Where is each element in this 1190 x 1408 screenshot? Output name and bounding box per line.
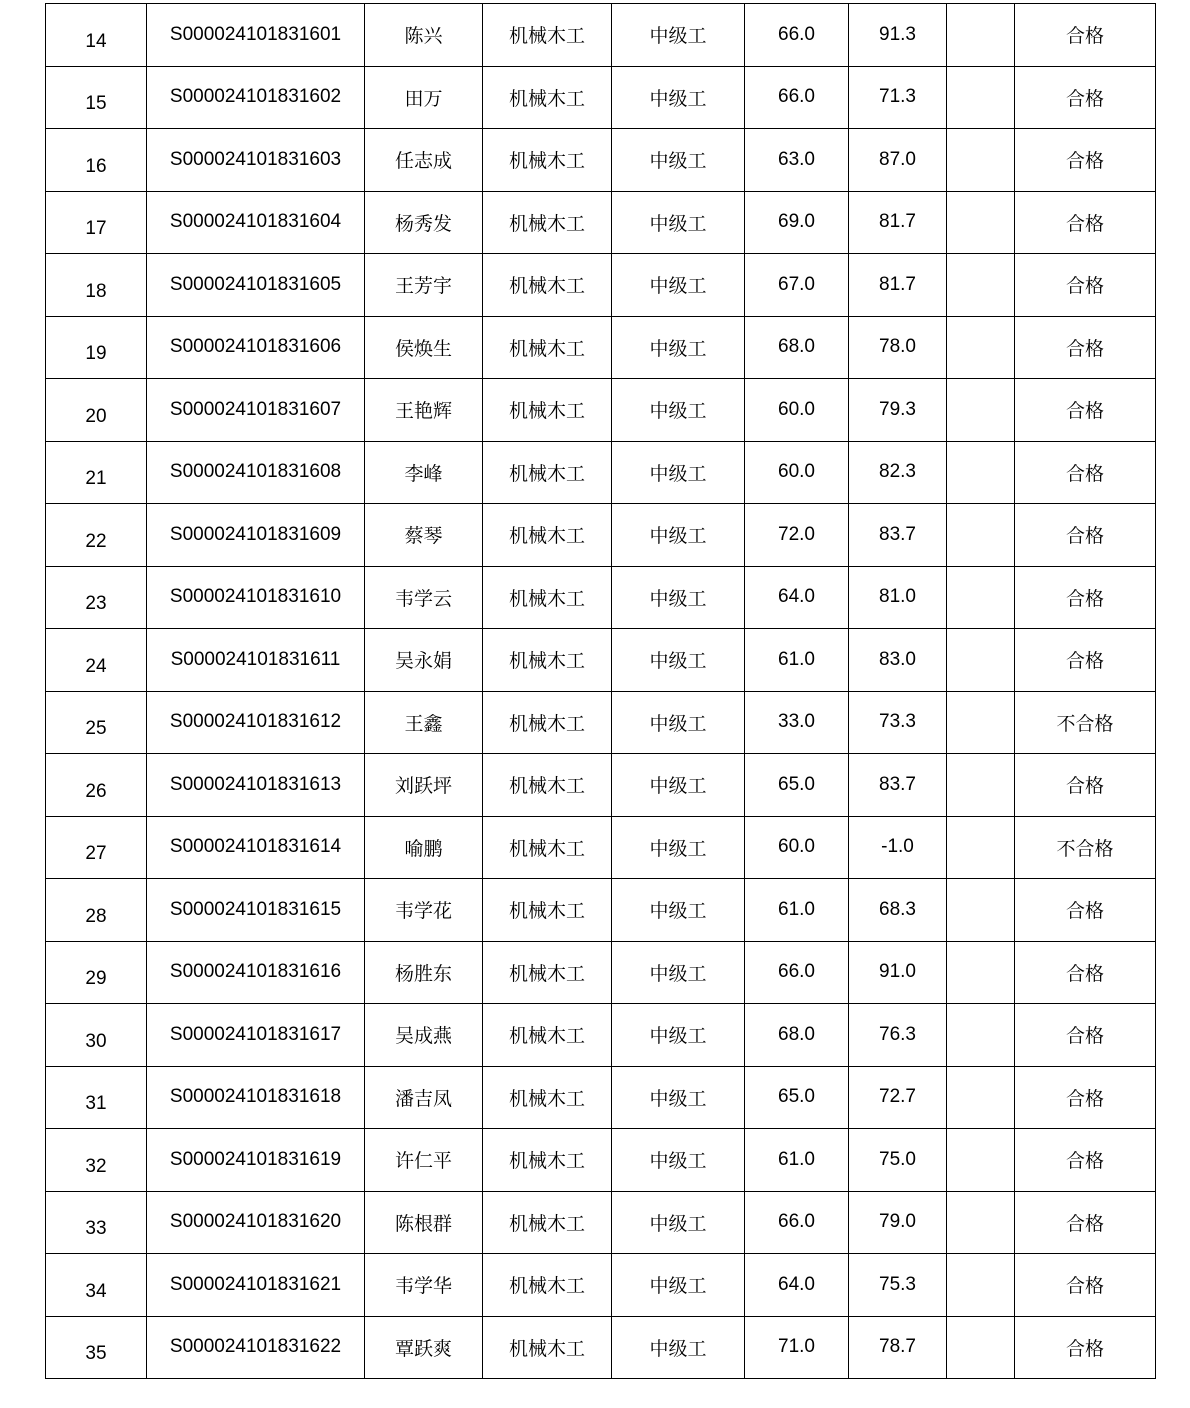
candidate-name-cell: 许仁平 — [365, 1129, 483, 1192]
candidate-id-cell: S000024101831618 — [147, 1066, 365, 1129]
skill-level-cell: 中级工 — [612, 754, 745, 817]
candidate-name-cell: 王芳宇 — [365, 254, 483, 317]
table-row — [46, 566, 1156, 629]
blank-score-cell — [947, 1004, 1015, 1067]
blank-score-cell — [947, 1254, 1015, 1317]
candidate-name-cell: 杨胜东 — [365, 941, 483, 1004]
row-number: 25 — [85, 718, 107, 740]
theory-score-cell: 33.0 — [745, 691, 849, 754]
practical-score-cell: 83.7 — [849, 754, 947, 817]
blank-score-cell — [947, 941, 1015, 1004]
result-cell: 合格 — [1015, 441, 1156, 504]
theory-score-cell: 61.0 — [745, 1129, 849, 1192]
theory-score-cell: 69.0 — [745, 191, 849, 254]
row-number-cell — [46, 629, 147, 692]
result-cell: 合格 — [1015, 879, 1156, 942]
candidate-id-cell: S000024101831613 — [147, 754, 365, 817]
candidate-id-cell: S000024101831602 — [147, 66, 365, 129]
row-number: 19 — [85, 343, 107, 365]
result-cell: 合格 — [1015, 754, 1156, 817]
skill-level-cell: 中级工 — [612, 1254, 745, 1317]
candidate-id-cell: S000024101831622 — [147, 1316, 365, 1379]
table-row — [46, 629, 1156, 692]
blank-score-cell — [947, 691, 1015, 754]
table-row — [46, 4, 1156, 67]
theory-score-cell: 66.0 — [745, 66, 849, 129]
blank-score-cell — [947, 254, 1015, 317]
table-row — [46, 1066, 1156, 1129]
row-number: 14 — [85, 30, 107, 52]
practical-score-cell: 81.0 — [849, 566, 947, 629]
blank-score-cell — [947, 1191, 1015, 1254]
skill-level-cell: 中级工 — [612, 691, 745, 754]
table-row — [46, 1316, 1156, 1379]
result-cell: 合格 — [1015, 379, 1156, 442]
occupation-cell: 机械木工 — [483, 254, 612, 317]
theory-score-cell: 72.0 — [745, 504, 849, 567]
theory-score-cell: 68.0 — [745, 1004, 849, 1067]
skill-level-cell: 中级工 — [612, 1004, 745, 1067]
row-number: 34 — [85, 1280, 107, 1302]
candidate-id-cell: S000024101831614 — [147, 816, 365, 879]
practical-score-cell: 78.7 — [849, 1316, 947, 1379]
theory-score-cell: 66.0 — [745, 1191, 849, 1254]
row-number-cell — [46, 129, 147, 192]
blank-score-cell — [947, 379, 1015, 442]
practical-score-cell: 75.3 — [849, 1254, 947, 1317]
result-cell: 合格 — [1015, 191, 1156, 254]
candidate-name-cell: 韦学华 — [365, 1254, 483, 1317]
occupation-cell: 机械木工 — [483, 1254, 612, 1317]
skill-level-cell: 中级工 — [612, 4, 745, 67]
theory-score-cell: 60.0 — [745, 441, 849, 504]
occupation-cell: 机械木工 — [483, 66, 612, 129]
row-number: 15 — [85, 93, 107, 115]
row-number-cell — [46, 191, 147, 254]
blank-score-cell — [947, 629, 1015, 692]
result-cell: 不合格 — [1015, 816, 1156, 879]
table-body — [46, 4, 1156, 1379]
candidate-name-cell: 韦学花 — [365, 879, 483, 942]
skill-level-cell: 中级工 — [612, 1191, 745, 1254]
skill-level-cell: 中级工 — [612, 441, 745, 504]
occupation-cell: 机械木工 — [483, 629, 612, 692]
theory-score-cell: 65.0 — [745, 1066, 849, 1129]
practical-score-cell: 68.3 — [849, 879, 947, 942]
blank-score-cell — [947, 191, 1015, 254]
candidate-name-cell: 陈兴 — [365, 4, 483, 67]
practical-score-cell: 91.0 — [849, 941, 947, 1004]
occupation-cell: 机械木工 — [483, 879, 612, 942]
row-number: 30 — [85, 1030, 107, 1052]
row-number: 23 — [85, 593, 107, 615]
table-row — [46, 879, 1156, 942]
candidate-id-cell: S000024101831603 — [147, 129, 365, 192]
skill-level-cell: 中级工 — [612, 254, 745, 317]
theory-score-cell: 60.0 — [745, 379, 849, 442]
candidate-id-cell: S000024101831605 — [147, 254, 365, 317]
skill-level-cell: 中级工 — [612, 879, 745, 942]
candidate-name-cell: 任志成 — [365, 129, 483, 192]
candidate-name-cell: 刘跃坪 — [365, 754, 483, 817]
row-number-cell — [46, 1316, 147, 1379]
result-cell: 合格 — [1015, 566, 1156, 629]
candidate-name-cell: 王鑫 — [365, 691, 483, 754]
occupation-cell: 机械木工 — [483, 4, 612, 67]
occupation-cell: 机械木工 — [483, 1004, 612, 1067]
candidate-name-cell: 陈根群 — [365, 1191, 483, 1254]
practical-score-cell: 79.3 — [849, 379, 947, 442]
result-cell: 合格 — [1015, 1316, 1156, 1379]
candidate-id-cell: S000024101831612 — [147, 691, 365, 754]
blank-score-cell — [947, 4, 1015, 67]
row-number-cell — [46, 691, 147, 754]
table-row — [46, 129, 1156, 192]
practical-score-cell: 87.0 — [849, 129, 947, 192]
table-row — [46, 691, 1156, 754]
row-number: 22 — [85, 530, 107, 552]
occupation-cell: 机械木工 — [483, 754, 612, 817]
theory-score-cell: 67.0 — [745, 254, 849, 317]
row-number-cell — [46, 254, 147, 317]
candidate-id-cell: S000024101831617 — [147, 1004, 365, 1067]
practical-score-cell: 71.3 — [849, 66, 947, 129]
candidate-name-cell: 潘吉凤 — [365, 1066, 483, 1129]
result-cell: 合格 — [1015, 941, 1156, 1004]
row-number: 33 — [85, 1218, 107, 1240]
candidate-name-cell: 覃跃爽 — [365, 1316, 483, 1379]
theory-score-cell: 61.0 — [745, 879, 849, 942]
skill-level-cell: 中级工 — [612, 1129, 745, 1192]
occupation-cell: 机械木工 — [483, 191, 612, 254]
practical-score-cell: -1.0 — [849, 816, 947, 879]
candidate-name-cell: 侯焕生 — [365, 316, 483, 379]
practical-score-cell: 73.3 — [849, 691, 947, 754]
row-number: 29 — [85, 968, 107, 990]
table-row — [46, 941, 1156, 1004]
skill-level-cell: 中级工 — [612, 816, 745, 879]
occupation-cell: 机械木工 — [483, 941, 612, 1004]
row-number-cell — [46, 1066, 147, 1129]
occupation-cell: 机械木工 — [483, 566, 612, 629]
theory-score-cell: 61.0 — [745, 629, 849, 692]
row-number: 18 — [85, 280, 107, 302]
result-cell: 合格 — [1015, 4, 1156, 67]
candidate-id-cell: S000024101831607 — [147, 379, 365, 442]
row-number-cell — [46, 1254, 147, 1317]
theory-score-cell: 64.0 — [745, 566, 849, 629]
candidate-id-cell: S000024101831620 — [147, 1191, 365, 1254]
row-number: 17 — [85, 218, 107, 240]
blank-score-cell — [947, 441, 1015, 504]
theory-score-cell: 65.0 — [745, 754, 849, 817]
practical-score-cell: 82.3 — [849, 441, 947, 504]
occupation-cell: 机械木工 — [483, 1191, 612, 1254]
occupation-cell: 机械木工 — [483, 379, 612, 442]
blank-score-cell — [947, 879, 1015, 942]
candidate-id-cell: S000024101831601 — [147, 4, 365, 67]
row-number: 21 — [85, 468, 107, 490]
blank-score-cell — [947, 1316, 1015, 1379]
candidate-id-cell: S000024101831606 — [147, 316, 365, 379]
table-row — [46, 504, 1156, 567]
row-number-cell — [46, 1129, 147, 1192]
skill-level-cell: 中级工 — [612, 566, 745, 629]
table-row — [46, 316, 1156, 379]
theory-score-cell: 68.0 — [745, 316, 849, 379]
practical-score-cell: 78.0 — [849, 316, 947, 379]
result-cell: 合格 — [1015, 129, 1156, 192]
row-number-cell — [46, 316, 147, 379]
practical-score-cell: 75.0 — [849, 1129, 947, 1192]
blank-score-cell — [947, 66, 1015, 129]
candidate-name-cell: 田万 — [365, 66, 483, 129]
occupation-cell: 机械木工 — [483, 504, 612, 567]
candidate-id-cell: S000024101831621 — [147, 1254, 365, 1317]
table-row — [46, 191, 1156, 254]
row-number: 16 — [85, 155, 107, 177]
theory-score-cell: 60.0 — [745, 816, 849, 879]
candidate-name-cell: 吴成燕 — [365, 1004, 483, 1067]
row-number-cell — [46, 1004, 147, 1067]
skill-level-cell: 中级工 — [612, 941, 745, 1004]
theory-score-cell: 64.0 — [745, 1254, 849, 1317]
candidate-id-cell: S000024101831615 — [147, 879, 365, 942]
skill-level-cell: 中级工 — [612, 66, 745, 129]
row-number: 24 — [85, 655, 107, 677]
skill-level-cell: 中级工 — [612, 129, 745, 192]
candidate-name-cell: 吴永娟 — [365, 629, 483, 692]
row-number-cell — [46, 504, 147, 567]
skill-level-cell: 中级工 — [612, 504, 745, 567]
practical-score-cell: 83.7 — [849, 504, 947, 567]
occupation-cell: 机械木工 — [483, 816, 612, 879]
theory-score-cell: 63.0 — [745, 129, 849, 192]
row-number-cell — [46, 816, 147, 879]
table-row — [46, 1191, 1156, 1254]
theory-score-cell: 71.0 — [745, 1316, 849, 1379]
blank-score-cell — [947, 754, 1015, 817]
table-row — [46, 379, 1156, 442]
occupation-cell: 机械木工 — [483, 316, 612, 379]
result-cell: 合格 — [1015, 1254, 1156, 1317]
occupation-cell: 机械木工 — [483, 1129, 612, 1192]
table-row — [46, 754, 1156, 817]
blank-score-cell — [947, 566, 1015, 629]
skill-level-cell: 中级工 — [612, 191, 745, 254]
result-cell: 不合格 — [1015, 691, 1156, 754]
table-row — [46, 1254, 1156, 1317]
occupation-cell: 机械木工 — [483, 1066, 612, 1129]
practical-score-cell: 81.7 — [849, 191, 947, 254]
skill-level-cell: 中级工 — [612, 316, 745, 379]
result-cell: 合格 — [1015, 1004, 1156, 1067]
row-number: 35 — [85, 1343, 107, 1365]
row-number: 26 — [85, 780, 107, 802]
row-number-cell — [46, 379, 147, 442]
row-number-cell — [46, 441, 147, 504]
candidate-id-cell: S000024101831609 — [147, 504, 365, 567]
result-cell: 合格 — [1015, 1129, 1156, 1192]
blank-score-cell — [947, 129, 1015, 192]
row-number-cell — [46, 4, 147, 67]
table-row — [46, 66, 1156, 129]
candidate-id-cell: S000024101831611 — [147, 629, 365, 692]
candidate-id-cell: S000024101831604 — [147, 191, 365, 254]
candidate-name-cell: 韦学云 — [365, 566, 483, 629]
occupation-cell: 机械木工 — [483, 691, 612, 754]
candidate-id-cell: S000024101831616 — [147, 941, 365, 1004]
table-row — [46, 254, 1156, 317]
skill-level-cell: 中级工 — [612, 629, 745, 692]
result-cell: 合格 — [1015, 66, 1156, 129]
blank-score-cell — [947, 816, 1015, 879]
blank-score-cell — [947, 316, 1015, 379]
theory-score-cell: 66.0 — [745, 4, 849, 67]
row-number-cell — [46, 754, 147, 817]
candidate-id-cell: S000024101831610 — [147, 566, 365, 629]
theory-score-cell: 66.0 — [745, 941, 849, 1004]
row-number-cell — [46, 879, 147, 942]
row-number: 28 — [85, 905, 107, 927]
table-row — [46, 1004, 1156, 1067]
result-cell: 合格 — [1015, 504, 1156, 567]
candidate-id-cell: S000024101831608 — [147, 441, 365, 504]
row-number-cell — [46, 66, 147, 129]
candidate-name-cell: 蔡琴 — [365, 504, 483, 567]
row-number: 32 — [85, 1155, 107, 1177]
candidate-name-cell: 喻鹏 — [365, 816, 483, 879]
practical-score-cell: 83.0 — [849, 629, 947, 692]
candidate-name-cell: 王艳辉 — [365, 379, 483, 442]
table-row — [46, 816, 1156, 879]
practical-score-cell: 72.7 — [849, 1066, 947, 1129]
skill-level-cell: 中级工 — [612, 1066, 745, 1129]
result-cell: 合格 — [1015, 254, 1156, 317]
candidate-id-cell: S000024101831619 — [147, 1129, 365, 1192]
candidate-name-cell: 杨秀发 — [365, 191, 483, 254]
result-cell: 合格 — [1015, 629, 1156, 692]
row-number-cell — [46, 1191, 147, 1254]
row-number-cell — [46, 566, 147, 629]
practical-score-cell: 76.3 — [849, 1004, 947, 1067]
table-row — [46, 1129, 1156, 1192]
occupation-cell: 机械木工 — [483, 1316, 612, 1379]
blank-score-cell — [947, 504, 1015, 567]
candidate-name-cell: 李峰 — [365, 441, 483, 504]
result-cell: 合格 — [1015, 1066, 1156, 1129]
practical-score-cell: 91.3 — [849, 4, 947, 67]
occupation-cell: 机械木工 — [483, 441, 612, 504]
skill-level-cell: 中级工 — [612, 1316, 745, 1379]
blank-score-cell — [947, 1066, 1015, 1129]
table-row — [46, 441, 1156, 504]
result-cell: 合格 — [1015, 1191, 1156, 1254]
row-number: 27 — [85, 843, 107, 865]
result-cell: 合格 — [1015, 316, 1156, 379]
occupation-cell: 机械木工 — [483, 129, 612, 192]
row-number: 20 — [85, 405, 107, 427]
blank-score-cell — [947, 1129, 1015, 1192]
practical-score-cell: 81.7 — [849, 254, 947, 317]
skill-level-cell: 中级工 — [612, 379, 745, 442]
results-table — [45, 3, 1156, 1379]
row-number: 31 — [85, 1093, 107, 1115]
row-number-cell — [46, 941, 147, 1004]
practical-score-cell: 79.0 — [849, 1191, 947, 1254]
